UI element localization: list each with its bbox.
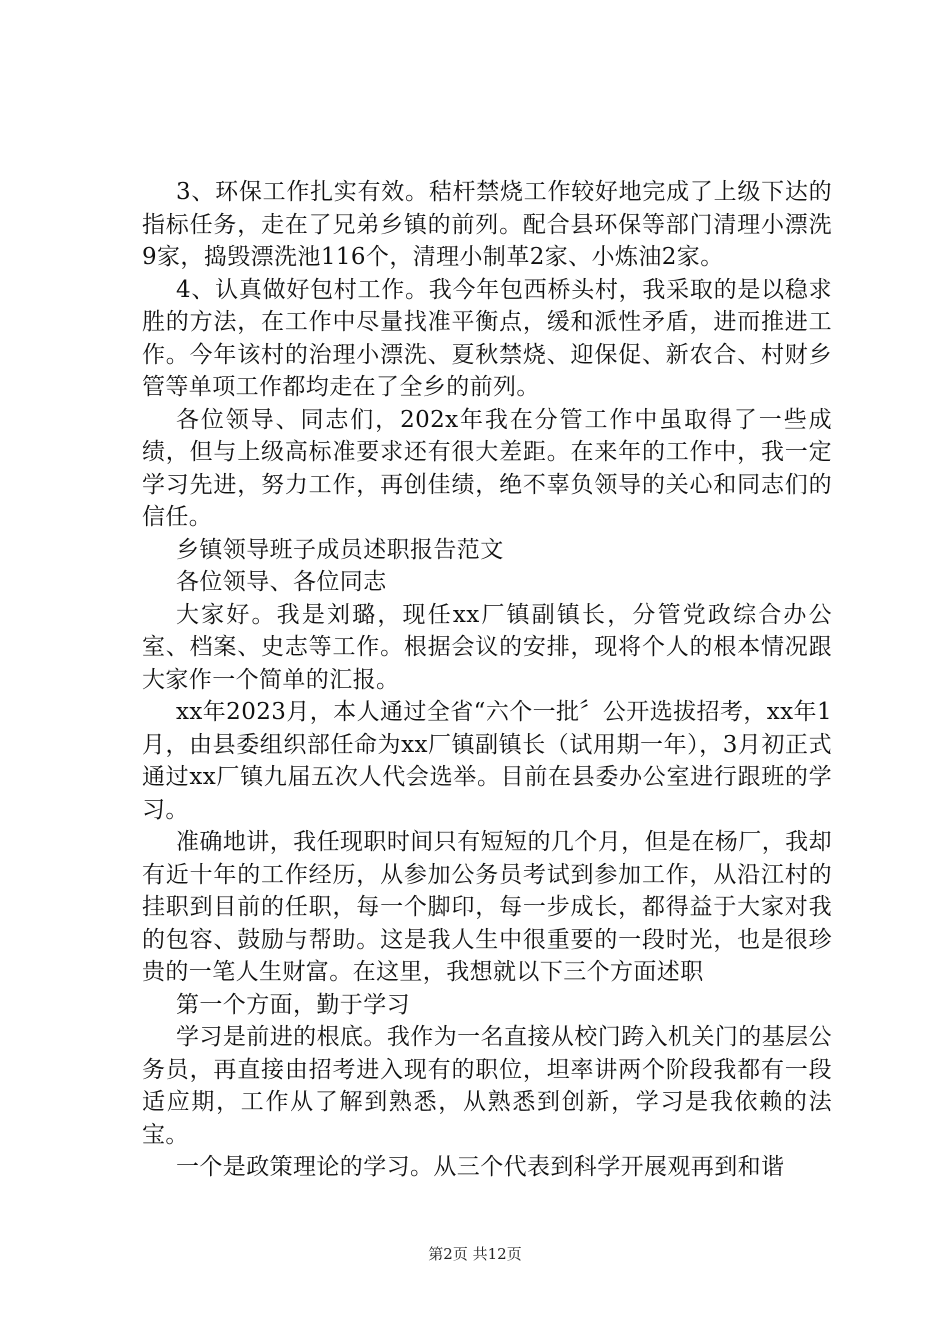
paragraph-appointment: xx年2023月，本人通过全省“六个一批〞公开选拔招考，xx年1月，由县委组织部任命为xx厂镇副镇长（试用期一年），3月初正式通过xx厂镇九届五次人代会选举。目前在县委办公室进行跟班的学习。 [142,699,832,823]
paragraph-experience: 准确地讲，我任现职时间只有短短的几个月，但是在杨厂，我却有近十年的工作经历，从参加公务员考试到参加工作，从沿江村的挂职到目前的任职，每一个脚印，每一步成长，都得益于大家对我的包容、鼓励与帮助。这是我人生中很重要的一段时光，也是很珍贵的一笔人生财富。在这里，我想就以下三个方面述职 [142,829,832,985]
salutation: 各位领导、各位同志 [176,569,387,595]
subsection-title: 第一个方面，勤于学习 [176,991,410,1018]
document-body [142,176,832,1184]
paragraph-learning: 学习是前进的根底。我作为一名直接从校门跨入机关门的基层公务员，再直接由招考进入现有的职位，坦率讲两个阶段我都有一段适应期，工作从了解到熟悉，从熟悉到创新，学习是我依赖的法宝。 [142,1024,832,1148]
paragraph-policy-study: 一个是政策理论的学习。从三个代表到科学开展观再到和谐 [176,1154,785,1180]
paragraph-environmental-work: 3、环保工作扎实有效。秸杆禁烧工作较好地完成了上级下达的指标任务，走在了兄弟乡镇的前列。配合县环保等部门清理小漂洗9家，捣毁漂洗池116个，清理小制革2家、小炼油2家。 [142,179,832,270]
paragraph-introduction: 大家好。我是刘璐，现任xx厂镇副镇长，分管党政综合办公室、档案、史志等工作。根据会议的安排，现将个人的根本情况跟大家作一个简单的汇报。 [142,601,832,693]
page-footer: 第2页 共12页 [428,1245,522,1263]
paragraph-closing-remarks: 各位领导、同志们，202x年我在分管工作中虽取得了一些成绩，但与上级高标准要求还有很大差距。在来年的工作中，我一定学习先进，努力工作，再创佳绩，绝不辜负领导的关心和同志们的信任。 [142,406,832,530]
section-title: 乡镇领导班子成员述职报告范文 [176,536,504,563]
paragraph-village-work: 4、认真做好包村工作。我今年包西桥头村，我采取的是以稳求胜的方法，在工作中尽量找准平衡点，缓和派性矛盾，进而推进工作。今年该村的治理小漂洗、夏秋禁烧、迎保促、新农合、村财乡管等单项工作都均走在了全乡的前列。 [142,276,832,400]
